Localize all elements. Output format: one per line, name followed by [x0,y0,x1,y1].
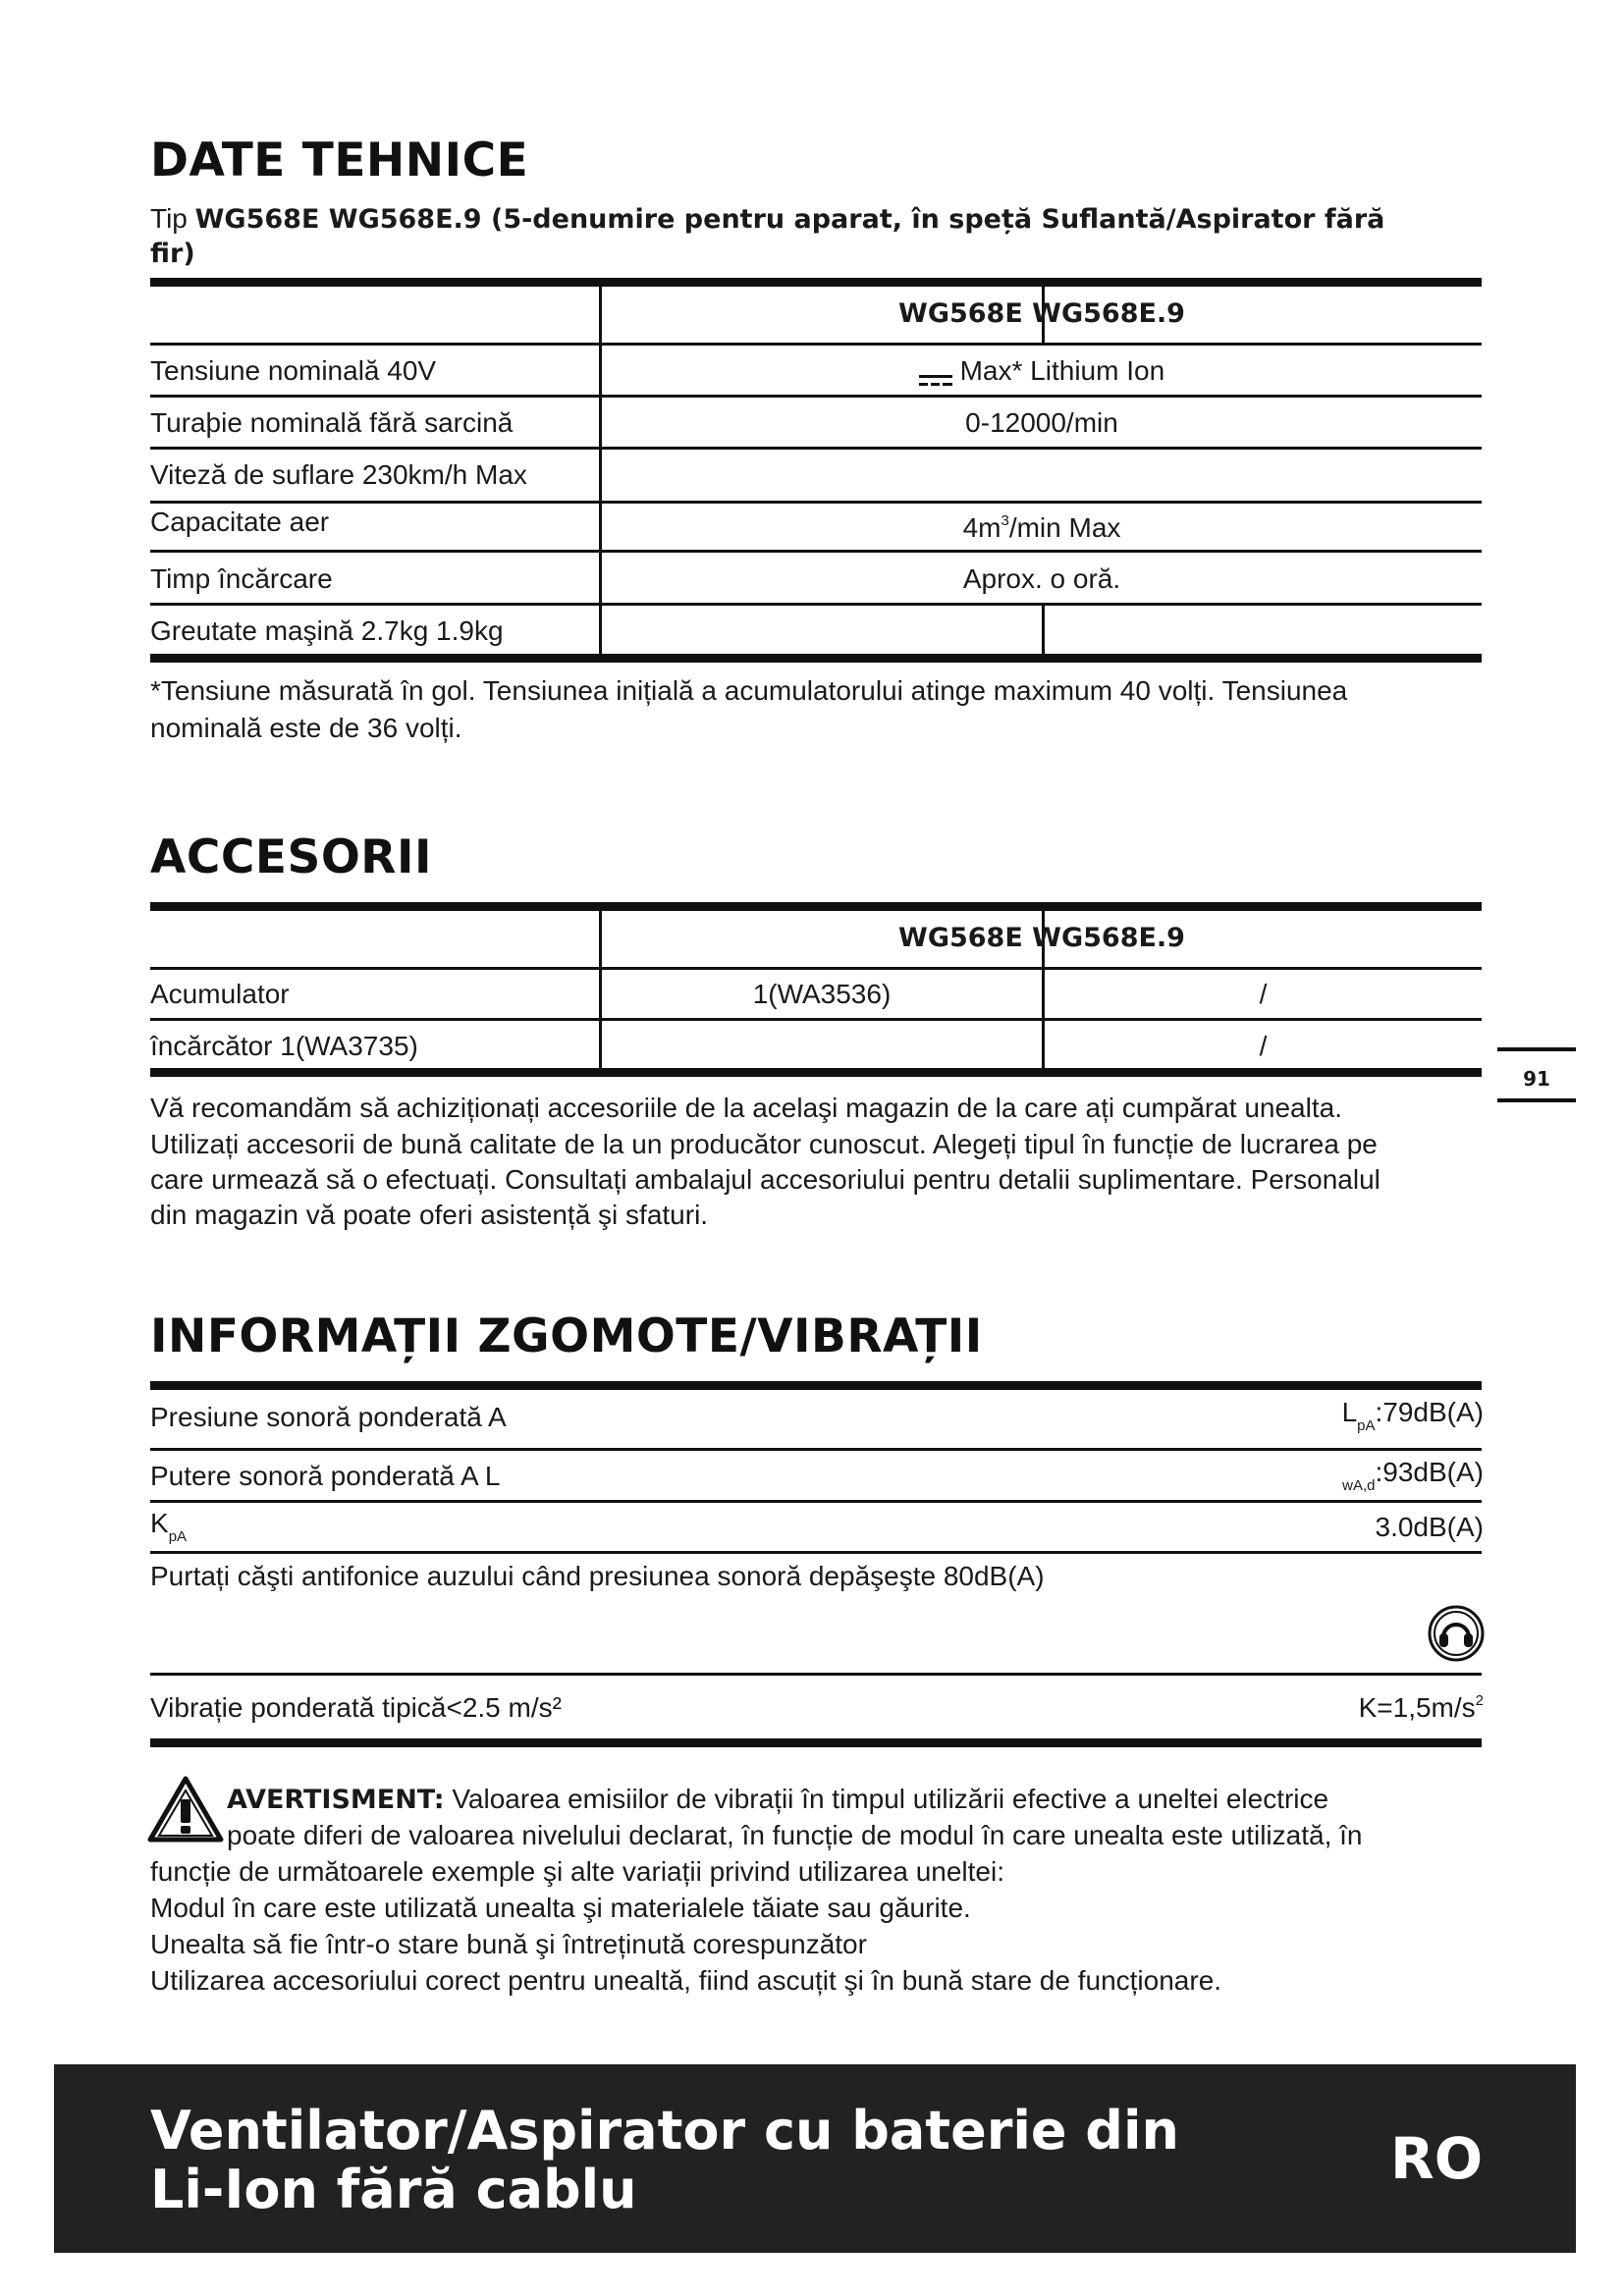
table-row-label: Tensiune nominală 40V [150,355,437,386]
tech-type-model: WG568E WG568E.9 (5-denumire pentru aparat, în speță Suflantă/Aspirator fără [194,204,1385,235]
footer-banner [54,2064,1576,2253]
table-row-label: încărcător 1(WA3735) [150,1031,418,1061]
table-row-value: / [1259,979,1268,1009]
tech-table-header: WG568E WG568E.9 [898,298,1185,329]
accessories-text-line: din magazin vă poate oferi asistență şi sfaturi. [150,1200,709,1230]
page-number: 91 [1497,1047,1576,1102]
tech-note-cont: nominală este de 36 volți. [150,713,462,743]
accessories-text-line: Vă recomandăm să achiziționați accesoriile de la acelaşi magazin de la care ați cumpărat unealta. [150,1093,1342,1123]
table-row-label: Turaþie nominală fără sarcină [150,407,514,438]
warning-line: Utilizarea accesoriului corect pentru unealtă, fiind ascuțit şi în bună stare de funcționare. [150,1965,1222,1996]
table-row-value: 0-12000/min [965,407,1118,438]
accessories-text-line: Utilizați accesorii de bună calitate de la un producător cunoscut. Alegeți tipul în funcție de lucrarea pe [150,1129,1378,1159]
tech-type-model-cont: fir) [150,239,195,269]
footer-title: Ventilator/Aspirator cu baterie din Li-Ion fără cablu [150,2100,1179,2220]
table-row-label: Timp încărcare [150,563,333,594]
noise-row-label: Putere sonoră ponderată A L [150,1461,501,1491]
noise-row-value: 3.0dB(A) [1375,1512,1484,1542]
vibration-label: Vibrație ponderată tipică<2.5 m/s² [150,1692,562,1723]
noise-section-title: INFORMAȚII ZGOMOTE/VIBRAȚII [150,1309,983,1363]
noise-row-value: $L_{pA}:79dB(A)$ [1341,1397,1484,1434]
dc-symbol-icon [919,363,952,377]
noise-row-label: Presiune sonoră ponderată A [150,1402,507,1432]
accessories-text-line: care urmează să o efectuați. Consultați ambalajul accesoriului pentru detalii suplimentare. Personalul [150,1164,1380,1195]
table-row-value: Max* Lithium Ion [602,355,1482,387]
table-row-label: Viteză de suflare 230km/h Max [150,459,527,490]
warning-line: poate diferi de valoarea nivelului declarat, în funcție de modul în care unealta este utilizată, în [227,1820,1363,1850]
language-code: RO [1390,2125,1483,2192]
warning-line: funcție de următoarele exemple şi alte variații privind utilizarea uneltei: [150,1856,1004,1887]
table-row-value: / [1259,1031,1268,1061]
table-top-rule [150,278,1482,287]
noise-row-label: $K_{pA}$ [150,1508,188,1545]
warning-line: Unealta să fie într-o stare bună şi întreținută corespunzător [150,1929,867,1959]
tech-type-line [150,201,1384,238]
accessories-section-title: ACCESORII [150,830,432,884]
table-row-label: Capacitate aer [150,507,330,537]
table-col-divider [1042,606,1045,654]
warning-triangle-icon [147,1775,224,1843]
accessories-table-header: WG568E WG568E.9 [898,923,1185,953]
table-bottom-rule [150,654,1482,663]
tech-section-title: DATE TEHNICE [150,133,529,187]
ear-protection-text: Purtați căşti antifonice auzului când presiunea sonoră depăşeşte 80dB(A) [150,1561,1045,1591]
tech-note: *Tensiune măsurată în gol. Tensiunea inițială a acumulatorului atinge maximum 40 volți. Tensiunea [150,675,1348,706]
vibration-value: $K=1,5m/s^2$ [1358,1692,1484,1723]
tech-type-prefix: Tip [150,203,188,234]
warning-label: AVERTISMENT: [227,1785,445,1815]
table-row-value: Aprox. o oră. [962,563,1121,594]
ear-protection-icon [1427,1604,1486,1663]
table-row-value: $4m^3/\min$ Max [962,512,1121,543]
table-row-label: Greutate maşină 2.7kg 1.9kg [150,615,504,646]
table-row-label: Acumulator [150,979,290,1009]
noise-row-value: $_{wA,d}$:93dB(A) [1342,1457,1484,1494]
warning-first-line: AVERTISMENT: Valoarea emisiilor de vibrații în timpul utilizării efective a uneltei electrice [227,1784,1329,1815]
table-row-value: 1(WA3536) [752,979,892,1009]
warning-line: Modul în care este utilizată unealta şi materialele tăiate sau găurite. [150,1893,971,1923]
